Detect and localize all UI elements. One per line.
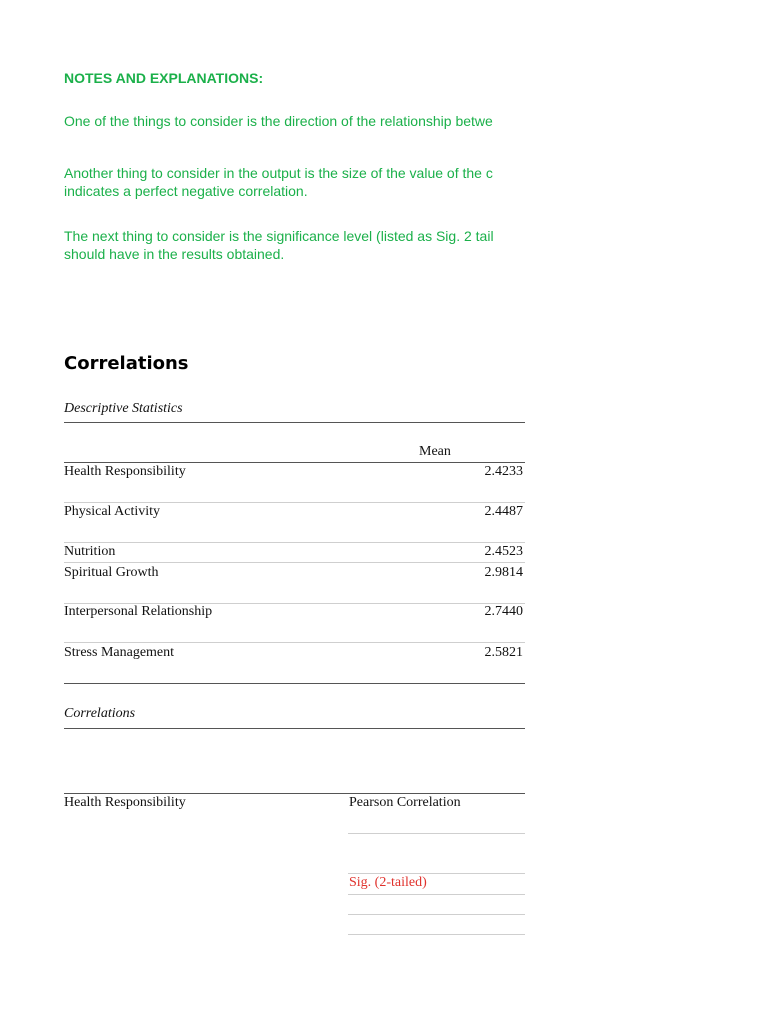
pearson-correlation-label: Pearson Correlation xyxy=(349,795,461,810)
mean-column-header: Mean xyxy=(419,444,451,459)
row-mean-physical-activity: 2.4487 xyxy=(484,504,523,519)
row-divider xyxy=(64,542,525,543)
row-mean-spiritual-growth: 2.9814 xyxy=(484,565,523,580)
row-label-interpersonal-relationship: Interpersonal Relationship xyxy=(64,604,213,619)
row-label-physical-activity: Physical Activity xyxy=(64,504,161,519)
correlations-row-label-health-responsibility: Health Responsibility xyxy=(64,795,186,810)
row-label-nutrition: Nutrition xyxy=(64,544,116,559)
row-label-spiritual-growth: Spiritual Growth xyxy=(64,565,159,580)
note-paragraph-3-line-2: should have in the results obtained. xyxy=(64,246,285,262)
row-label-health-responsibility: Health Responsibility xyxy=(64,464,186,479)
table-top-rule xyxy=(64,422,525,423)
row-divider xyxy=(348,894,525,895)
note-paragraph-3-line-1: The next thing to consider is the significance level (listed as Sig. 2 tail xyxy=(64,228,494,244)
row-divider xyxy=(64,562,525,563)
row-divider xyxy=(348,934,525,935)
row-divider xyxy=(64,642,525,643)
correlations-title: Correlations xyxy=(64,353,189,374)
row-mean-interpersonal-relationship: 2.7440 xyxy=(484,604,523,619)
note-paragraph-2-line-2: indicates a perfect negative correlation. xyxy=(64,183,308,199)
note-paragraph-3 xyxy=(64,227,525,263)
row-divider xyxy=(64,502,525,503)
correlations-table-top-rule xyxy=(64,728,525,729)
row-divider xyxy=(348,873,525,874)
header-rule xyxy=(64,462,525,463)
sig-2-tailed-label: Sig. (2-tailed) xyxy=(349,875,427,890)
correlations-header-rule xyxy=(64,793,525,794)
row-divider xyxy=(348,914,525,915)
row-divider xyxy=(348,833,525,834)
row-label-stress-management: Stress Management xyxy=(64,645,175,660)
row-mean-health-responsibility: 2.4233 xyxy=(484,464,523,479)
correlations-table-caption: Correlations xyxy=(64,706,136,721)
note-paragraph-1-line-1: One of the things to consider is the direction of the relationship betwe xyxy=(64,113,493,129)
note-paragraph-2-line-1: Another thing to consider in the output is the size of the value of the c xyxy=(64,165,493,181)
row-mean-stress-management: 2.5821 xyxy=(484,645,523,660)
descriptive-statistics-caption: Descriptive Statistics xyxy=(64,401,183,416)
note-paragraph-2 xyxy=(64,164,525,200)
notes-heading: NOTES AND EXPLANATIONS: xyxy=(64,70,264,86)
note-paragraph-1 xyxy=(64,112,525,130)
row-mean-nutrition: 2.4523 xyxy=(484,544,523,559)
table-bottom-rule xyxy=(64,683,525,684)
